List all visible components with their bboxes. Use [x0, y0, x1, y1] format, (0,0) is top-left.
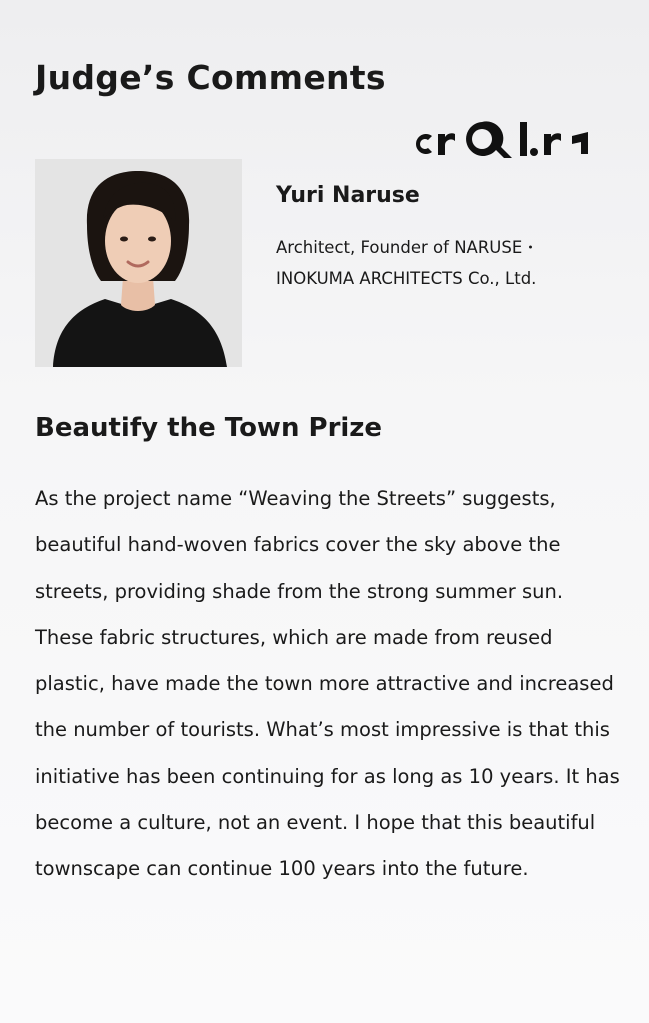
comment-text: As the project name “Weaving the Streets” suggests, beautiful hand-woven fabrics cover the sky above the streets, providing shade from the strong summer sun. These fabric structures, which are made from reused plastic, have made the town more attractive and increased the number of tourists. What’s most impressive is that this initiative has been continuing for as long as 10 years. It has become a culture, not an event. I hope that this beautiful townscape can continue 100 years into the future. [35, 487, 620, 881]
judge-role: Architect, Founder of NARUSE・INOKUMA ARCHITECTS Co., Ltd. [276, 238, 539, 288]
portrait-illustration [35, 159, 242, 367]
prize-title: Beautify the Town Prize [35, 413, 383, 443]
judge-photo [35, 159, 242, 367]
crqlr-logo [410, 118, 600, 160]
judge-name: Yuri Naruse [276, 183, 420, 208]
page-title: Judge’s Comments [35, 58, 386, 97]
